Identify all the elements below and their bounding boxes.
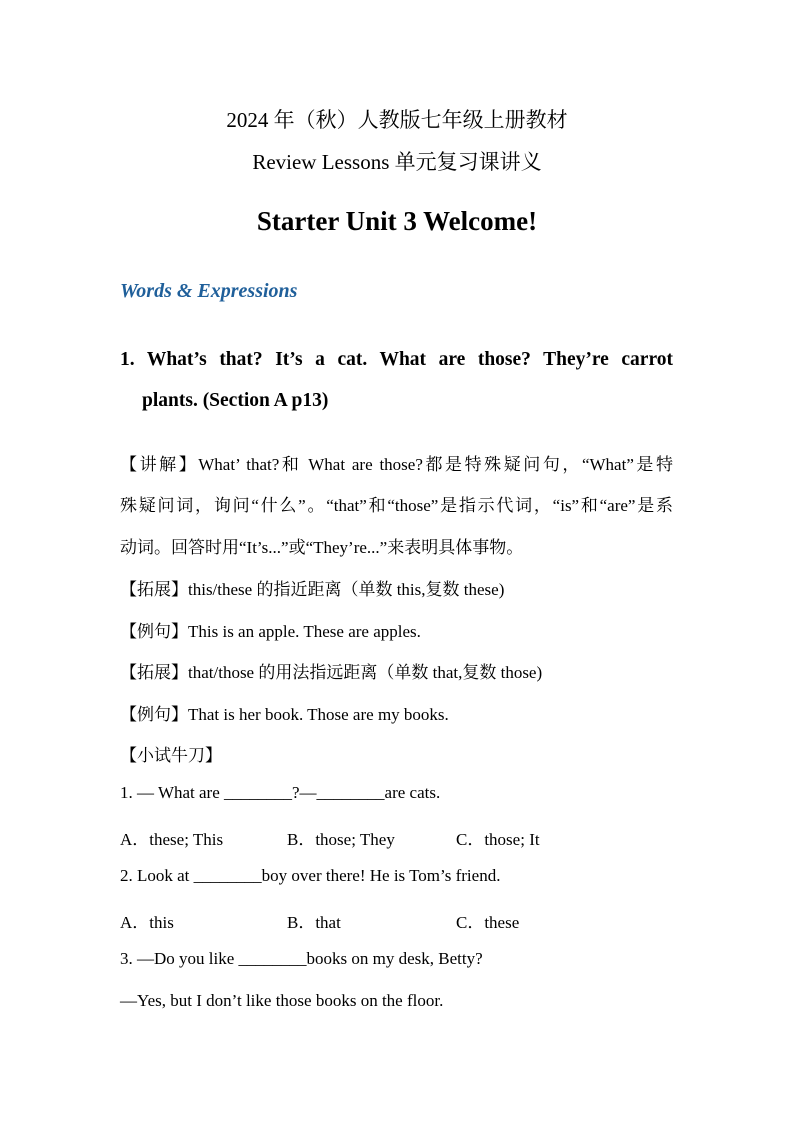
header-line-2: Review Lessons 单元复习课讲义 [252, 150, 542, 174]
exercise-1-option-a: A．these; This [120, 830, 224, 849]
explanation-line-1: 【讲解】What’ that?和 What are those?都是特殊疑问句，“What”是特 [120, 455, 673, 474]
exercise-2-option-c: C．these [456, 913, 520, 932]
extension-note-this-these: 【拓展】this/these 的指近距离（单数 this,复数 these) [120, 580, 505, 599]
exercise-1-question: 1. — What are ________?—________are cats. [120, 783, 441, 802]
explanation-line-2: 殊疑问词，询问“什么”。“that”和“those”是指示代词，“is”和“are”是系 [120, 496, 673, 515]
exercise-2-option-a: A．this [120, 913, 174, 932]
explanation-line-3: 动词。回答时用“It’s...”或“They’re...”来表明具体事物。 [120, 538, 524, 557]
practice-heading: 【小试牛刀】 [120, 746, 222, 765]
exercise-1-option-b: B．those; They [287, 830, 395, 849]
exercise-2-question: 2. Look at ________boy over there! He is Tom’s friend. [120, 866, 501, 885]
extension-note-that-those: 【拓展】that/those 的用法指远距离（单数 that,复数 those) [120, 663, 543, 682]
question-1-line-1: 1. What’s that? It’s a cat. What are those? They’re carrot [120, 349, 673, 370]
exercise-3-question: 3. —Do you like ________books on my desk, Betty? [120, 949, 483, 968]
example-sentence-2: 【例句】That is her book. Those are my books. [120, 705, 449, 724]
exercise-3-answer-line: —Yes, but I don’t like those books on the floor. [120, 991, 444, 1010]
section-heading: Words & Expressions [120, 280, 298, 302]
question-1-line-2: plants. (Section A p13) [142, 390, 329, 411]
example-sentence-1: 【例句】This is an apple. These are apples. [120, 622, 421, 641]
exercise-2-option-b: B．that [287, 913, 341, 932]
header-line-1: 2024 年（秋）人教版七年级上册教材 [226, 108, 568, 132]
exercise-1-option-c: C．those; It [456, 830, 540, 849]
page-title: Starter Unit 3 Welcome! [256, 206, 538, 236]
